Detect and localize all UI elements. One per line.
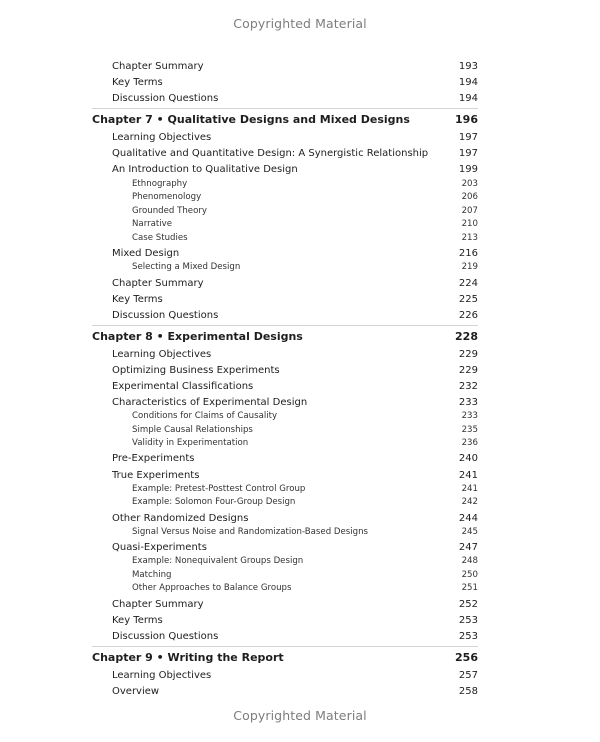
toc-entry-title: Conditions for Claims of Causality	[132, 411, 278, 421]
toc-page-number: 213	[461, 233, 478, 243]
toc-entry-title: Learning Objectives	[112, 131, 212, 143]
toc-entry-title: Chapter Summary	[112, 277, 204, 289]
toc-page-number: 258	[458, 685, 478, 697]
toc-page-number: 233	[461, 411, 478, 421]
toc-section-row	[0, 596, 600, 612]
chapter-divider	[92, 325, 478, 326]
toc-entry-title: Other Randomized Designs	[112, 512, 249, 524]
toc-subsection-row	[0, 259, 600, 275]
toc-entry-title: Example: Nonequivalent Groups Design	[132, 556, 304, 566]
toc-chapter-row	[0, 328, 600, 344]
toc-entry-title: Mixed Design	[112, 247, 180, 259]
toc-page-number: 224	[458, 277, 478, 289]
toc-page-number: 197	[458, 147, 478, 159]
toc-section-row	[0, 74, 600, 90]
toc-page-number: 194	[458, 76, 478, 88]
toc-page-number: 247	[458, 541, 478, 553]
toc-page-number: 197	[458, 131, 478, 143]
toc-page-number: 233	[458, 396, 478, 408]
toc-section-row	[0, 291, 600, 307]
toc-entry-title: Discussion Questions	[112, 630, 219, 642]
toc-page-number: 257	[458, 669, 478, 681]
toc-page-number: 229	[458, 364, 478, 376]
toc-entry-title: Example: Solomon Four-Group Design	[132, 497, 296, 507]
toc-entry-title: Simple Causal Relationships	[132, 425, 253, 435]
toc-subsection-row	[0, 435, 600, 451]
toc-page-number: 193	[458, 60, 478, 72]
toc-entry-title: Learning Objectives	[112, 348, 212, 360]
toc-entry-title: Case Studies	[132, 233, 188, 243]
toc-entry-title: Chapter 9 • Writing the Report	[92, 650, 284, 664]
toc-entry-title: Discussion Questions	[112, 309, 219, 321]
toc-entry-title: Pre-Experiments	[112, 452, 195, 464]
toc-entry-title: Learning Objectives	[112, 669, 212, 681]
watermark-bottom: Copyrighted Material	[233, 708, 367, 723]
toc-page-number: 225	[458, 293, 478, 305]
toc-page-number: 251	[461, 583, 478, 593]
toc-subsection-row	[0, 494, 600, 510]
toc-section-row	[0, 450, 600, 466]
toc-entry-title: Overview	[112, 685, 160, 697]
toc-page-number: 244	[458, 512, 478, 524]
toc-page-number: 226	[458, 309, 478, 321]
toc-section-row	[0, 90, 600, 106]
toc-subsection-row	[0, 580, 600, 596]
toc-page-number: 235	[461, 425, 478, 435]
toc-page-number: 256	[455, 650, 478, 664]
toc-page-number: 240	[458, 452, 478, 464]
toc-section-row	[0, 378, 600, 394]
watermark-top: Copyrighted Material	[233, 16, 367, 31]
toc-entry-title: Characteristics of Experimental Design	[112, 396, 308, 408]
toc-section-row	[0, 628, 600, 644]
toc-entry-title: Signal Versus Noise and Randomization-Based Designs	[132, 527, 369, 537]
toc-entry-title: Chapter 7 • Qualitative Designs and Mixed Designs	[92, 112, 410, 126]
toc-entry-title: Chapter 8 • Experimental Designs	[92, 329, 303, 343]
toc-page-number: 228	[455, 329, 478, 343]
toc-section-row	[0, 683, 600, 699]
toc-entry-title: Qualitative and Quantitative Design: A Synergistic Relationship	[112, 147, 429, 159]
toc-page-number: 252	[458, 598, 478, 610]
toc-section-row	[0, 362, 600, 378]
toc-page-number: 199	[458, 163, 478, 175]
toc-page-number: 242	[461, 497, 478, 507]
toc-page-number: 206	[461, 192, 478, 202]
toc-page-number: 253	[458, 630, 478, 642]
chapter-divider	[92, 646, 478, 647]
toc-entry-title: Key Terms	[112, 614, 163, 626]
toc-page-number: 203	[461, 179, 478, 189]
toc-section-row	[0, 145, 600, 161]
toc-entry-title: Key Terms	[112, 293, 163, 305]
toc-page-number: 236	[461, 438, 478, 448]
toc-section-row	[0, 129, 600, 145]
toc-page-number: 245	[461, 527, 478, 537]
toc-entry-title: Ethnography	[132, 179, 188, 189]
toc-page-number: 241	[461, 484, 478, 494]
toc-entry-title: Matching	[132, 570, 172, 580]
toc-entry-title: Quasi-Experiments	[112, 541, 207, 553]
toc-section-row	[0, 667, 600, 683]
toc-entry-title: Discussion Questions	[112, 92, 219, 104]
toc-page-number: 210	[461, 219, 478, 229]
toc-subsection-row	[0, 230, 600, 246]
toc-section-row	[0, 161, 600, 177]
toc-chapter-row	[0, 111, 600, 127]
toc-entry-title: Grounded Theory	[132, 206, 207, 216]
chapter-divider	[92, 108, 478, 109]
toc-entry-title: Key Terms	[112, 76, 163, 88]
toc-section-row	[0, 275, 600, 291]
toc-entry-title: Chapter Summary	[112, 60, 204, 72]
toc-section-row	[0, 346, 600, 362]
toc-page-number: 207	[461, 206, 478, 216]
toc-entry-title: Phenomenology	[132, 192, 202, 202]
toc-entry-title: An Introduction to Qualitative Design	[112, 163, 298, 175]
toc-page-number: 241	[458, 469, 478, 481]
toc-entry-title: Example: Pretest-Posttest Control Group	[132, 484, 306, 494]
toc-page-number: 194	[458, 92, 478, 104]
toc-entry-title: Optimizing Business Experiments	[112, 364, 280, 376]
toc-entry-title: Chapter Summary	[112, 598, 204, 610]
toc-entry-title: Validity in Experimentation	[132, 438, 249, 448]
toc-entry-title: Selecting a Mixed Design	[132, 262, 241, 272]
toc-page-number: 232	[458, 380, 478, 392]
toc-page-number: 253	[458, 614, 478, 626]
toc-page-number: 229	[458, 348, 478, 360]
toc-section-row	[0, 58, 600, 74]
toc-chapter-row	[0, 649, 600, 665]
toc-section-row	[0, 307, 600, 323]
toc-subsection-row	[0, 524, 600, 540]
toc-section-row	[0, 612, 600, 628]
toc-page-number: 219	[461, 262, 478, 272]
toc-page-number: 248	[461, 556, 478, 566]
toc-entry-title: Experimental Classifications	[112, 380, 254, 392]
toc-entry-title: Other Approaches to Balance Groups	[132, 583, 292, 593]
toc-page-number: 216	[458, 247, 478, 259]
toc-entry-title: True Experiments	[112, 469, 200, 481]
toc-page-number: 250	[461, 570, 478, 580]
toc-page-number: 196	[455, 112, 478, 126]
toc-entry-title: Narrative	[132, 219, 173, 229]
